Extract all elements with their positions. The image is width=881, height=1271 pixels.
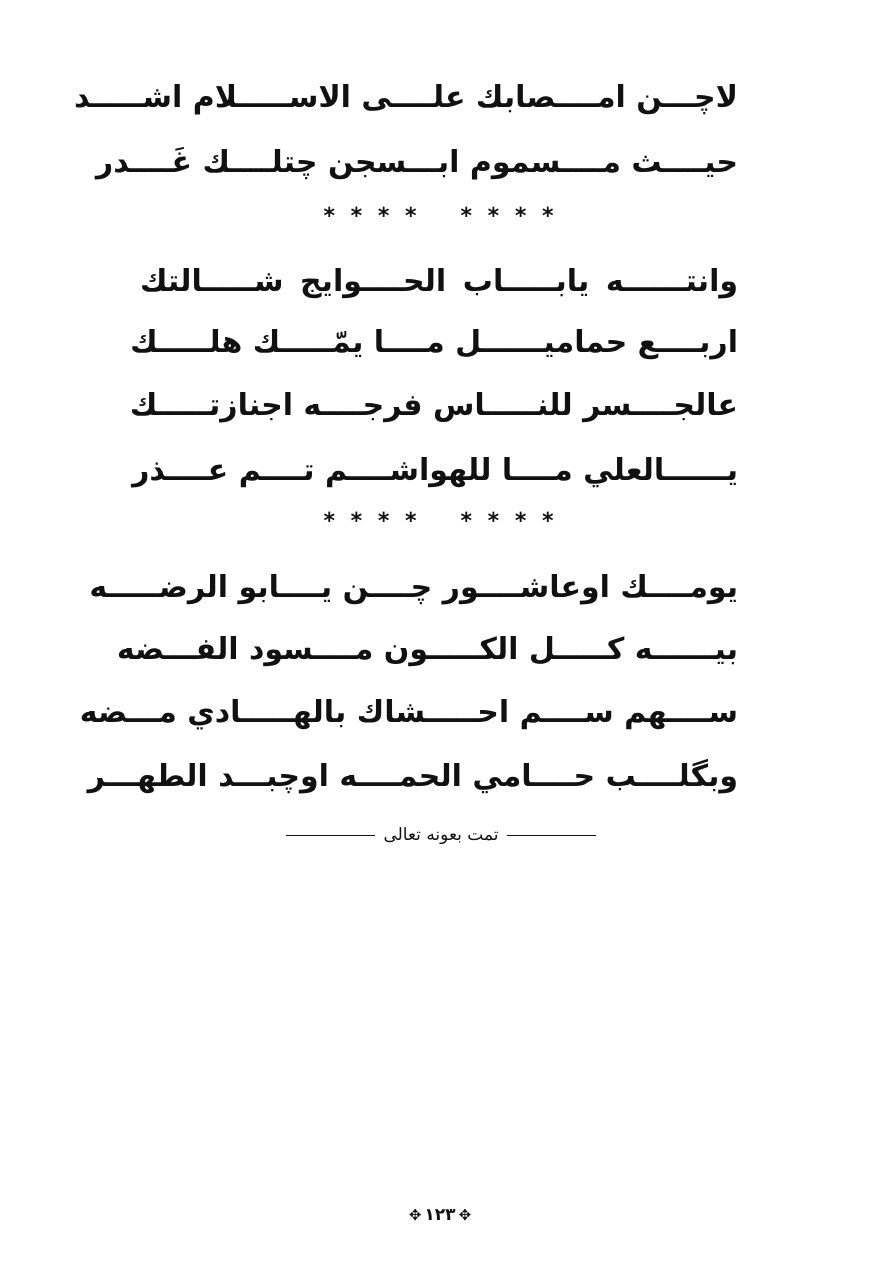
page-number: ١٢٣: [424, 1205, 456, 1225]
star-group-left: * * * *: [323, 204, 421, 229]
end-note: [286, 820, 596, 850]
verse-line-6: يــــــالعلي مــــا للهواشــــم تــــم عــــذر: [132, 453, 738, 488]
star-group-right: * * * *: [460, 204, 558, 229]
verse-line-8: بيــــــه كـــــل الكـــــون مــــسود الفـــضه: [116, 632, 738, 667]
star-group-right: * * * *: [460, 509, 558, 534]
verse-line-7: يومــــك اوعاشــــور چــــن يــــابو الرضـــــه: [89, 570, 738, 605]
verse-line-5: عالجــــسر للنـــــاس فرجــــه اجنازتـــــك: [129, 388, 738, 423]
verse-line-10: وبگلــــب حــــامي الحمــــه اوچبـــد الطهـــر: [87, 759, 738, 794]
ornament-right-icon: ✥: [458, 1205, 472, 1224]
star-separator-2: [300, 509, 581, 535]
verse-line-2: حيــــث مــــسموم ابـــسجن چتلــــك غَــــدر: [95, 145, 738, 180]
verse-line-1: لاچـــن امــــصابك علــــى الاســـــلام اشـــــد: [73, 80, 738, 115]
end-note-text: تمت بعونه تعالى: [383, 825, 499, 845]
verse-line-9: ســــهم ســــم احـــــشاك بالهـــــادي مـــضه: [79, 695, 738, 730]
star-separator-1: [300, 204, 581, 230]
page-number-footer: [400, 1200, 480, 1230]
end-rule-right: [507, 835, 596, 836]
verse-line-4: اربــــع حماميــــــل مــــا يمّـــــك هلـــــك: [130, 325, 738, 360]
end-rule-left: [286, 835, 375, 836]
star-group-left: * * * *: [323, 509, 421, 534]
ornament-left-icon: ✥: [408, 1205, 422, 1224]
verse-line-3: وانتــــــه يابـــــاب الحــــوايج شـــــالتك: [140, 264, 738, 299]
